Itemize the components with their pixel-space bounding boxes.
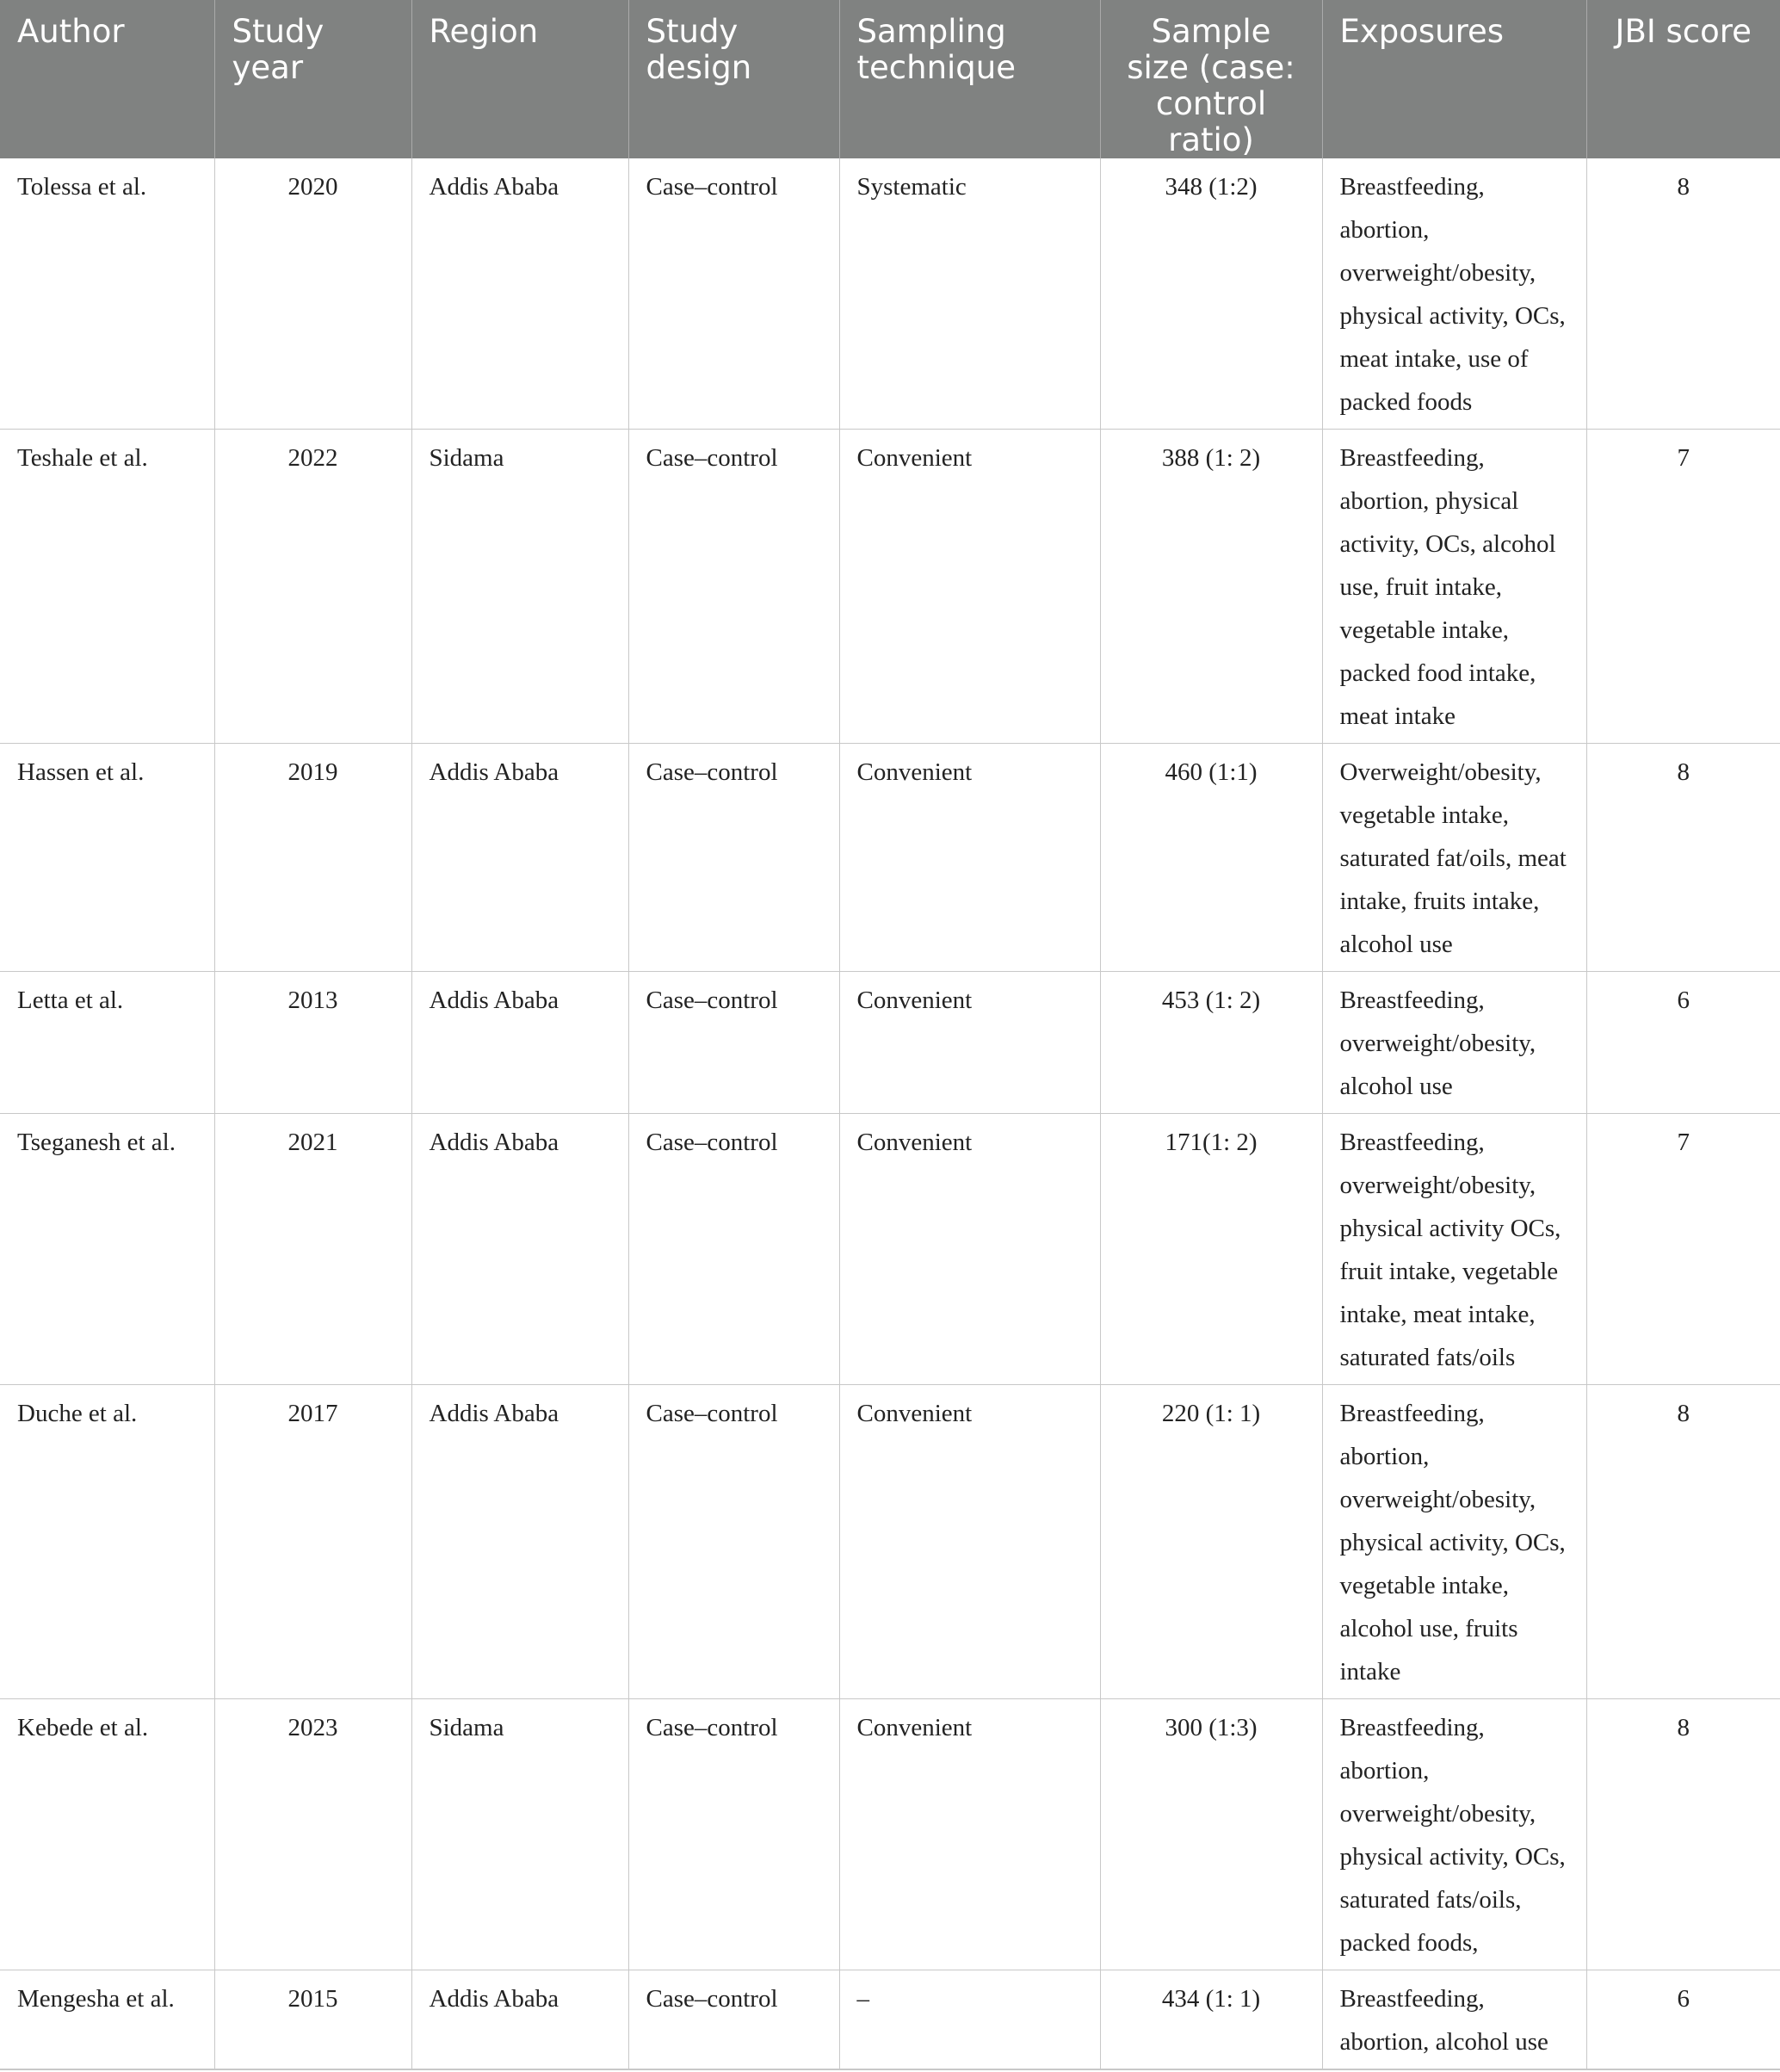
cell-sampling-technique: Systematic [839,158,1100,430]
cell-author: Kebede et al. [0,1699,214,1970]
cell-author: Tolessa et al. [0,158,214,430]
cell-author: Teshale et al. [0,430,214,744]
cell-region: Addis Ababa [411,158,628,430]
cell-region: Addis Ababa [411,1114,628,1385]
cell-jbi-score: 8 [1586,1385,1780,1699]
cell-exposures: Breastfeeding, overweight/obesity, physical activity OCs, fruit intake, vegetable intake, meat intake, saturated fats/oils [1322,1114,1586,1385]
cell-sampling-technique: – [839,1970,1100,2070]
cell-sampling-technique: Convenient [839,1699,1100,1970]
cell-study-year: 2020 [214,158,411,430]
cell-jbi-score: 6 [1586,972,1780,1114]
header-sampling-technique: Sampling technique [839,0,1100,158]
cell-author: Hassen et al. [0,744,214,972]
cell-study-design: Case–control [628,158,839,430]
table-row [0,430,1780,744]
table-row [0,158,1780,430]
cell-jbi-score: 8 [1586,158,1780,430]
cell-author: Mengesha et al. [0,1970,214,2070]
cell-jbi-score: 7 [1586,1114,1780,1385]
cell-exposures: Overweight/obesity, vegetable intake, saturated fat/oils, meat intake, fruits intake, alcohol use [1322,744,1586,972]
cell-study-design: Case–control [628,972,839,1114]
cell-jbi-score: 8 [1586,1699,1780,1970]
cell-sample-size: 388 (1: 2) [1100,430,1322,744]
cell-sample-size: 220 (1: 1) [1100,1385,1322,1699]
header-exposures: Exposures [1322,0,1586,158]
cell-sample-size: 453 (1: 2) [1100,972,1322,1114]
table-row [0,972,1780,1114]
cell-exposures: Breastfeeding, abortion, overweight/obesity, physical activity, OCs, saturated fats/oils, packed foods, [1322,1699,1586,1970]
header-row [0,0,1780,158]
header-sample-size: Sample size (case: control ratio) [1100,0,1322,158]
cell-jbi-score: 8 [1586,744,1780,972]
cell-exposures: Breastfeeding, overweight/obesity, alcohol use [1322,972,1586,1114]
table-row [0,1970,1780,2070]
cell-sample-size: 434 (1: 1) [1100,1970,1322,2070]
cell-region: Sidama [411,430,628,744]
cell-sampling-technique: Convenient [839,1114,1100,1385]
cell-region: Addis Ababa [411,1385,628,1699]
cell-region: Sidama [411,1699,628,1970]
cell-exposures: Breastfeeding, abortion, overweight/obesity, physical activity, OCs, meat intake, use of packed foods [1322,158,1586,430]
header-region: Region [411,0,628,158]
cell-sampling-technique: Convenient [839,1385,1100,1699]
cell-sampling-technique: Convenient [839,430,1100,744]
cell-study-year: 2021 [214,1114,411,1385]
cell-study-design: Case–control [628,744,839,972]
cell-exposures: Breastfeeding, abortion, alcohol use [1322,1970,1586,2070]
cell-study-design: Case–control [628,430,839,744]
cell-study-year: 2013 [214,972,411,1114]
cell-author: Tseganesh et al. [0,1114,214,1385]
table-row [0,1699,1780,1970]
cell-study-design: Case–control [628,1385,839,1699]
cell-author: Duche et al. [0,1385,214,1699]
cell-study-design: Case–control [628,1970,839,2070]
cell-study-design: Case–control [628,1114,839,1385]
cell-sampling-technique: Convenient [839,972,1100,1114]
cell-sampling-technique: Convenient [839,744,1100,972]
cell-region: Addis Ababa [411,1970,628,2070]
cell-sample-size: 171(1: 2) [1100,1114,1322,1385]
cell-study-year: 2023 [214,1699,411,1970]
table-row [0,744,1780,972]
header-study-year: Study year [214,0,411,158]
cell-study-year: 2017 [214,1385,411,1699]
cell-exposures: Breastfeeding, abortion, overweight/obesity, physical activity, OCs, vegetable intake, alcohol use, fruits intake [1322,1385,1586,1699]
header-study-design: Study design [628,0,839,158]
table-row [0,1385,1780,1699]
cell-region: Addis Ababa [411,744,628,972]
cell-sample-size: 300 (1:3) [1100,1699,1322,1970]
cell-study-year: 2022 [214,430,411,744]
header-author: Author [0,0,214,158]
cell-study-year: 2015 [214,1970,411,2070]
cell-jbi-score: 7 [1586,430,1780,744]
cell-exposures: Breastfeeding, abortion, physical activity, OCs, alcohol use, fruit intake, vegetable intake, packed food intake, meat intake [1322,430,1586,744]
header-jbi-score: JBI score [1586,0,1780,158]
cell-study-year: 2019 [214,744,411,972]
table-row [0,1114,1780,1385]
cell-jbi-score: 6 [1586,1970,1780,2070]
cell-author: Letta et al. [0,972,214,1114]
cell-region: Addis Ababa [411,972,628,1114]
cell-sample-size: 460 (1:1) [1100,744,1322,972]
cell-study-design: Case–control [628,1699,839,1970]
cell-sample-size: 348 (1:2) [1100,158,1322,430]
